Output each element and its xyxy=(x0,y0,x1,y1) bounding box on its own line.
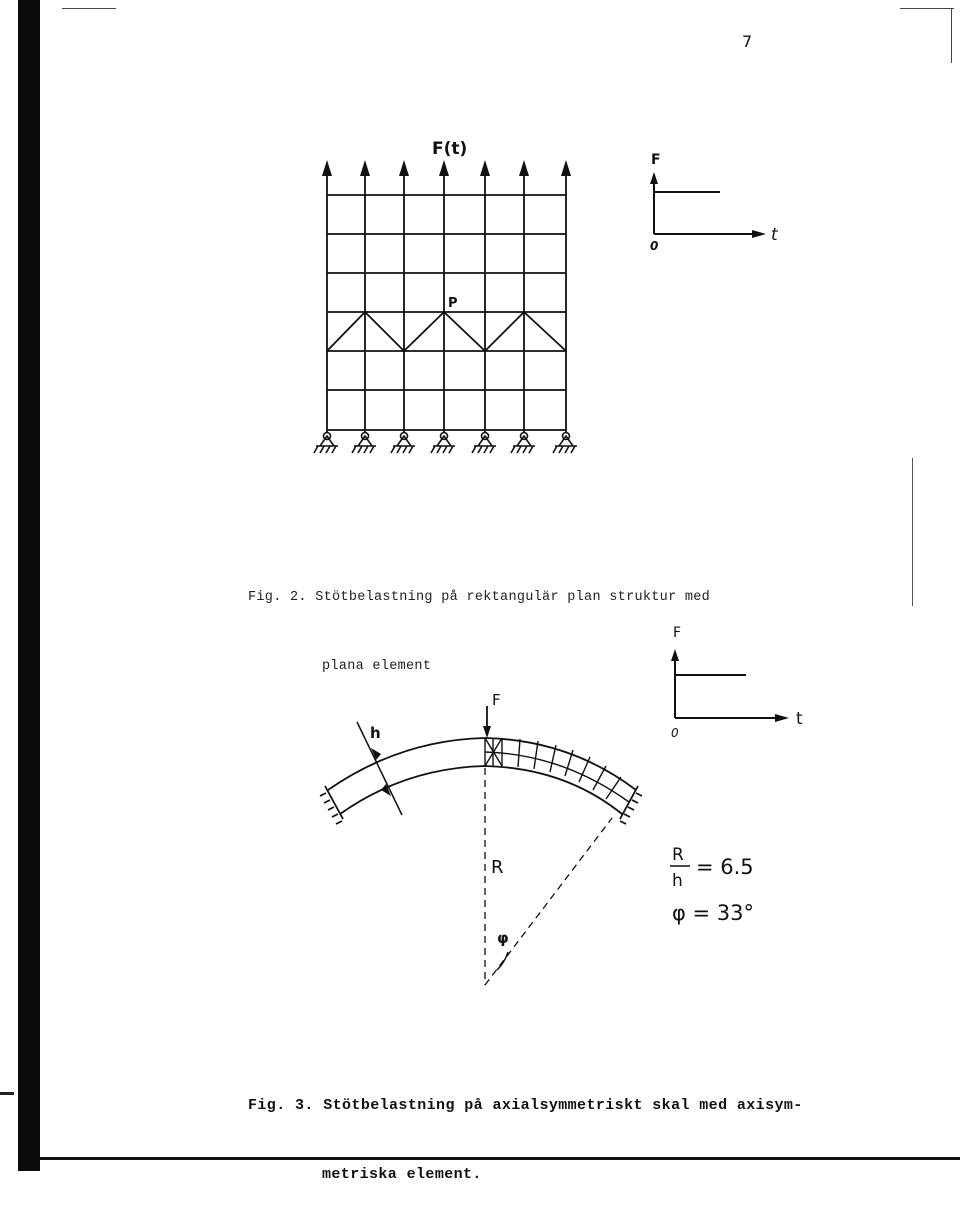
figure3-load-arrow xyxy=(483,706,491,738)
figure3-thickness-label: h xyxy=(370,724,381,742)
figure3-caption xyxy=(248,1048,803,1209)
figure3-graph-y-label: F xyxy=(673,625,682,641)
figure2-load-arrows xyxy=(322,160,571,176)
figure3-mesh xyxy=(485,738,629,802)
figure3-graph-x-label: t xyxy=(796,709,803,729)
figure2-graph-y-label: F xyxy=(651,152,661,168)
figure3-ratio-denominator: h xyxy=(672,871,683,891)
figure3-angle-value: φ = 33° xyxy=(672,901,755,925)
figure3-caption-line2: metriska element. xyxy=(322,1166,482,1183)
figure3-ratio-value: = 6.5 xyxy=(696,855,754,879)
figure2-supports xyxy=(314,433,577,454)
figure3-radius-lines xyxy=(485,768,612,985)
figure2-step-graph xyxy=(650,172,766,238)
figure3-graph-origin: 0 xyxy=(671,726,679,740)
figure2-caption-line2: plana element xyxy=(322,659,432,674)
figure3-load-label: F xyxy=(492,691,501,709)
figure2-caption-line1: Stötbelastning på rektangulär plan struktur med xyxy=(315,590,711,605)
figure3-radius-label: R xyxy=(491,857,504,878)
figure2-caption-number: Fig. 2. xyxy=(248,590,307,605)
figure2-load-label: F(t) xyxy=(432,139,468,159)
figure3-angle-label: φ xyxy=(497,929,509,947)
figure3-caption-number: Fig. 3. xyxy=(248,1097,314,1114)
figure3-caption-line1: Stötbelastning på axialsymmetriskt skal med axisym- xyxy=(323,1097,803,1114)
figure2-graph-origin: 0 xyxy=(650,239,659,253)
figure2-graph-x-label: t xyxy=(771,225,778,245)
figure3-ratio-numerator: R xyxy=(672,845,684,865)
figure2-frame xyxy=(327,168,566,432)
page-number: 7 xyxy=(742,32,753,51)
figure2-node-label: P xyxy=(448,296,458,311)
figure2-caption xyxy=(248,540,710,701)
